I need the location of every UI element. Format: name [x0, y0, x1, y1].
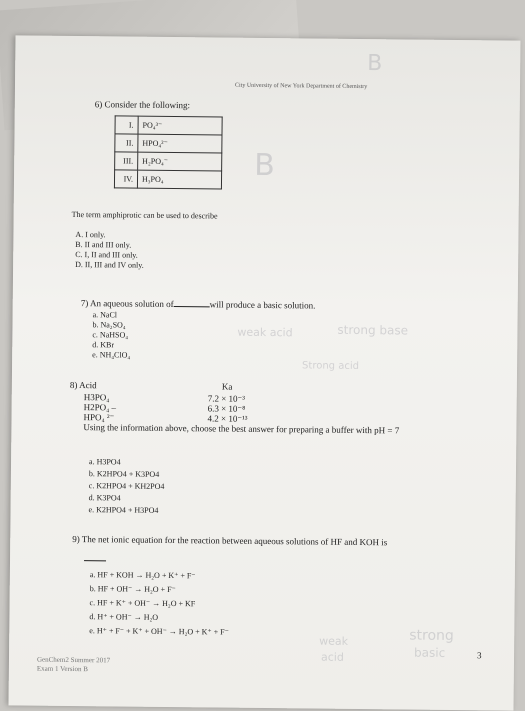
q8-acid-list — [83, 392, 116, 422]
q7-question — [81, 298, 316, 310]
table-cell: H₂PO₄⁻ — [138, 152, 222, 171]
footer-exam-version: Exam 1 Version B — [36, 664, 88, 674]
handwritten-note: weak — [319, 634, 349, 648]
handwritten-answer-q6: B — [253, 147, 275, 184]
q6-choices — [75, 230, 144, 271]
choice-item: d. H⁺ + OH⁻ → H₂O — [89, 612, 159, 622]
choice-item: a. HF + KOH → H₂O + K⁺ + F⁻ — [89, 570, 196, 581]
choice-item: a. H3PO4 — [89, 457, 121, 467]
q8-ka-list — [207, 393, 247, 423]
ka-item: 4.2 × 10⁻¹³ — [207, 413, 248, 424]
q9-choices — [89, 568, 229, 639]
table-cell: H₃PO₄ — [137, 170, 221, 189]
choice-item: D. II, III and IV only. — [75, 260, 144, 270]
acid-item: H2PO₄ – — [83, 402, 117, 413]
choice-item: e. NH₄ClO₄ — [92, 350, 131, 360]
acid-item: H3PO₄ — [83, 392, 110, 403]
table-cell: III. — [115, 152, 138, 170]
table-cell: PO₄³⁻ — [138, 116, 222, 135]
q7-question-prefix: 7) An aqueous solution of — [80, 298, 174, 310]
choice-item: c. NaHSO₄ — [92, 330, 129, 340]
choice-item: c. HF + K⁺ + OH⁻ → H₂O + KF — [89, 598, 196, 609]
q9-question: 9) The net ionic equation for the reaction between aqueous solutions of HF and KOH is — [72, 533, 388, 548]
handwritten-note: basic — [414, 645, 446, 660]
choice-item: a. NaCl — [92, 310, 118, 320]
table-cell: I. — [115, 116, 138, 134]
q8-choices — [88, 456, 164, 517]
q6-stem: The term amphiprotic can be used to describe — [71, 209, 218, 221]
choice-item: A. I only. — [75, 230, 106, 240]
handwritten-note: strong — [409, 627, 454, 644]
handwritten-note: Strong acid — [302, 360, 360, 372]
handwritten-note: strong base — [337, 322, 409, 338]
table-row — [115, 152, 222, 171]
q6-ion-table — [114, 115, 223, 189]
table-cell: IV. — [114, 170, 137, 188]
choice-item: c. K2HPO4 + KH2PO4 — [88, 481, 165, 491]
table-cell: II. — [115, 134, 138, 152]
choice-item: B. II and III only. — [75, 240, 132, 250]
choice-item: C. I, II and III only. — [75, 250, 138, 260]
q7-choices — [92, 310, 131, 360]
q6-question: 6) Consider the following: — [94, 99, 191, 111]
answer-blank — [174, 306, 210, 307]
q8-ka-header: Ka — [221, 381, 233, 392]
table-cell: HPO₄²⁻ — [138, 134, 222, 153]
table-row — [115, 134, 222, 153]
q7-question-suffix: will produce a basic solution. — [209, 299, 316, 311]
handwritten-note: weak acid — [237, 325, 293, 340]
handwritten-note: acid — [320, 650, 344, 664]
page-number: 3 — [477, 650, 482, 661]
ka-item: 7.2 × 10⁻³ — [207, 393, 246, 404]
answer-blank — [84, 560, 106, 561]
q8-question: 8) Acid — [69, 379, 97, 391]
handwritten-mark-top: B — [367, 51, 383, 77]
choice-item: e. H⁺ + F⁻ + K⁺ + OH⁻ → H₂O + K⁺ + F⁻ — [89, 626, 229, 637]
ka-item: 6.3 × 10⁻⁸ — [207, 403, 246, 414]
exam-page — [9, 35, 521, 710]
table-row — [114, 170, 221, 189]
institution-header: City University of New York Department of Chemistry — [234, 82, 368, 91]
choice-item: b. Na₂SO₄ — [92, 320, 126, 330]
choice-item: e. K2HPO4 + H3PO4 — [88, 505, 159, 515]
footer-course — [37, 656, 110, 675]
choice-item: d. KBr — [92, 340, 115, 350]
table-row — [115, 116, 222, 135]
acid-item: HPO₄ ²⁻ — [83, 412, 115, 423]
choice-item: b. K2HPO4 + K3PO4 — [88, 469, 160, 479]
choice-item: d. K3PO4 — [88, 493, 121, 503]
choice-item: b. HF + OH⁻ → H₂O + F⁻ — [89, 584, 176, 595]
footer-course-name: GenChem2 Summer 2017 — [36, 655, 111, 665]
q8-stem: Using the information above, choose the best answer for preparing a buffer with pH = 7 — [83, 422, 400, 436]
